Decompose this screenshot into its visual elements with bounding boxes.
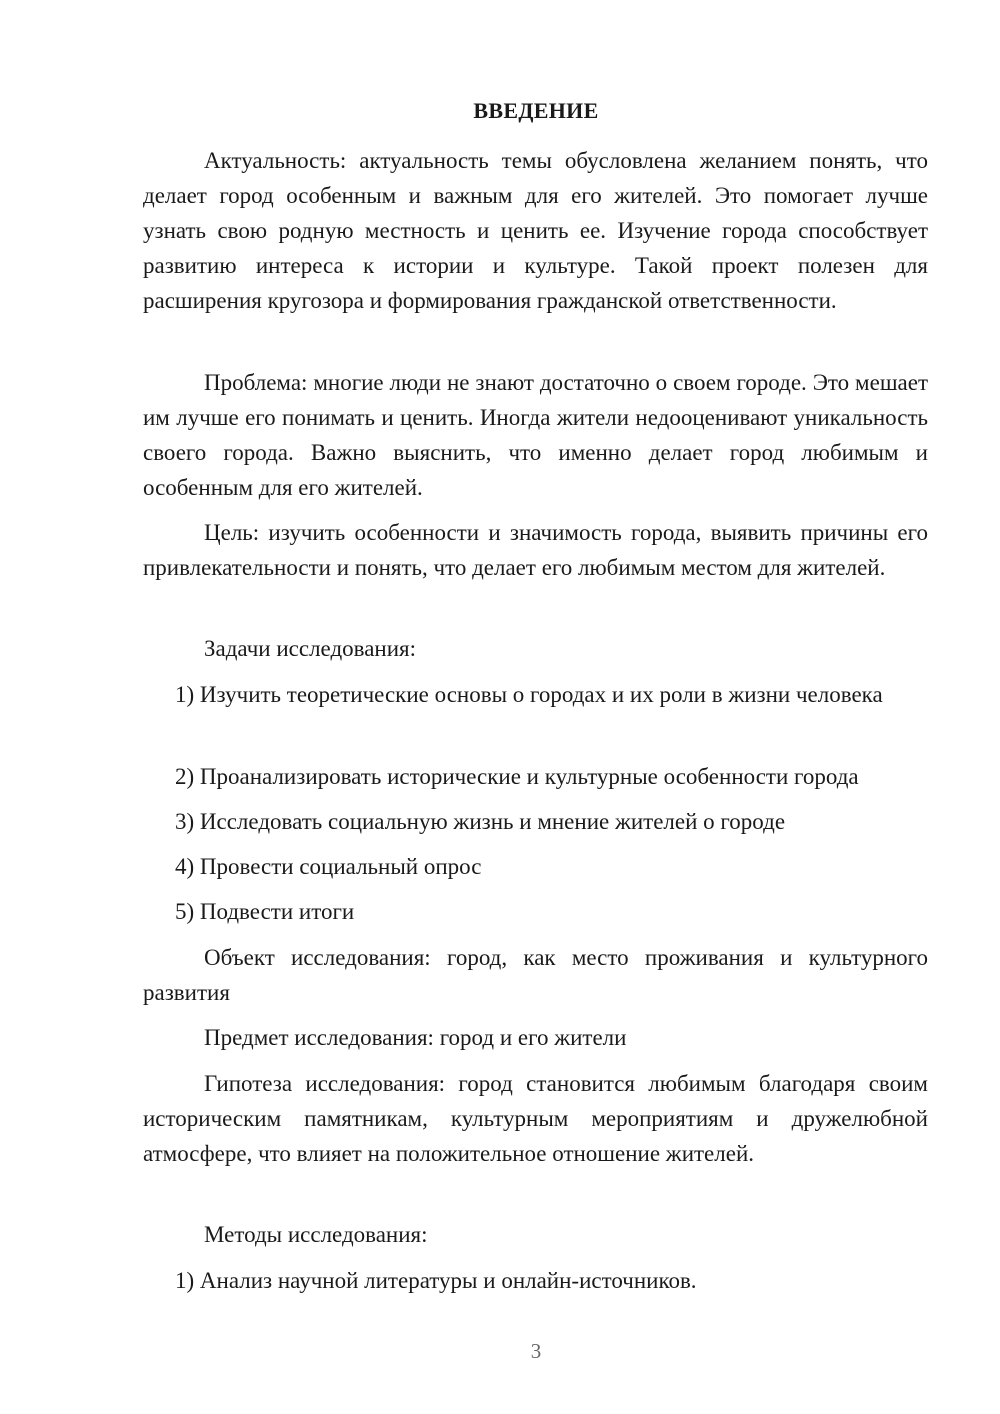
page-number: 3 bbox=[530, 1339, 542, 1363]
task-item-1: 1) Изучить теоретические основы о городах и их роли в жизни человека bbox=[175, 682, 883, 707]
methods-heading: Методы исследования: bbox=[204, 1222, 428, 1247]
object-paragraph: Объект исследования: город, как место проживания и культурного развития bbox=[143, 945, 928, 1005]
subject-paragraph: Предмет исследования: город и его жители bbox=[204, 1025, 627, 1050]
task-item-5: 5) Подвести итоги bbox=[175, 899, 355, 924]
relevance-paragraph: Актуальность: актуальность темы обусловлена желанием понять, что делает город особенным и важным для его жителей. Это помогает лучше узнать свою родную местность и ценить ее. Изучение города способствует развитию интереса к истории и культуре. Такой проект полезен для расширения кругозора и формирования гражданской ответственности. bbox=[143, 148, 928, 313]
page-title: ВВЕДЕНИЕ bbox=[473, 98, 599, 123]
task-item-4: 4) Провести социальный опрос bbox=[175, 854, 482, 879]
task-item-3: 3) Исследовать социальную жизнь и мнение жителей о городе bbox=[175, 809, 786, 834]
problem-paragraph: Проблема: многие люди не знают достаточно о своем городе. Это мешает им лучше его понимать и ценить. Иногда жители недооценивают уникальность своего города. Важно выяснить, что именно делает город любимым и особенным для его жителей. bbox=[143, 370, 928, 500]
task-item-2: 2) Проанализировать исторические и культурные особенности города bbox=[175, 764, 859, 789]
hypothesis-paragraph: Гипотеза исследования: город становится любимым благодаря своим историческим памятникам, культурным мероприятиям и дружелюбной атмосфере, что влияет на положительное отношение жителей. bbox=[143, 1071, 928, 1166]
method-item-1: 1) Анализ научной литературы и онлайн-источников. bbox=[175, 1268, 697, 1293]
goal-paragraph: Цель: изучить особенности и значимость города, выявить причины его привлекательности и понять, что делает его любимым местом для жителей. bbox=[143, 520, 928, 580]
tasks-heading: Задачи исследования: bbox=[204, 636, 417, 661]
